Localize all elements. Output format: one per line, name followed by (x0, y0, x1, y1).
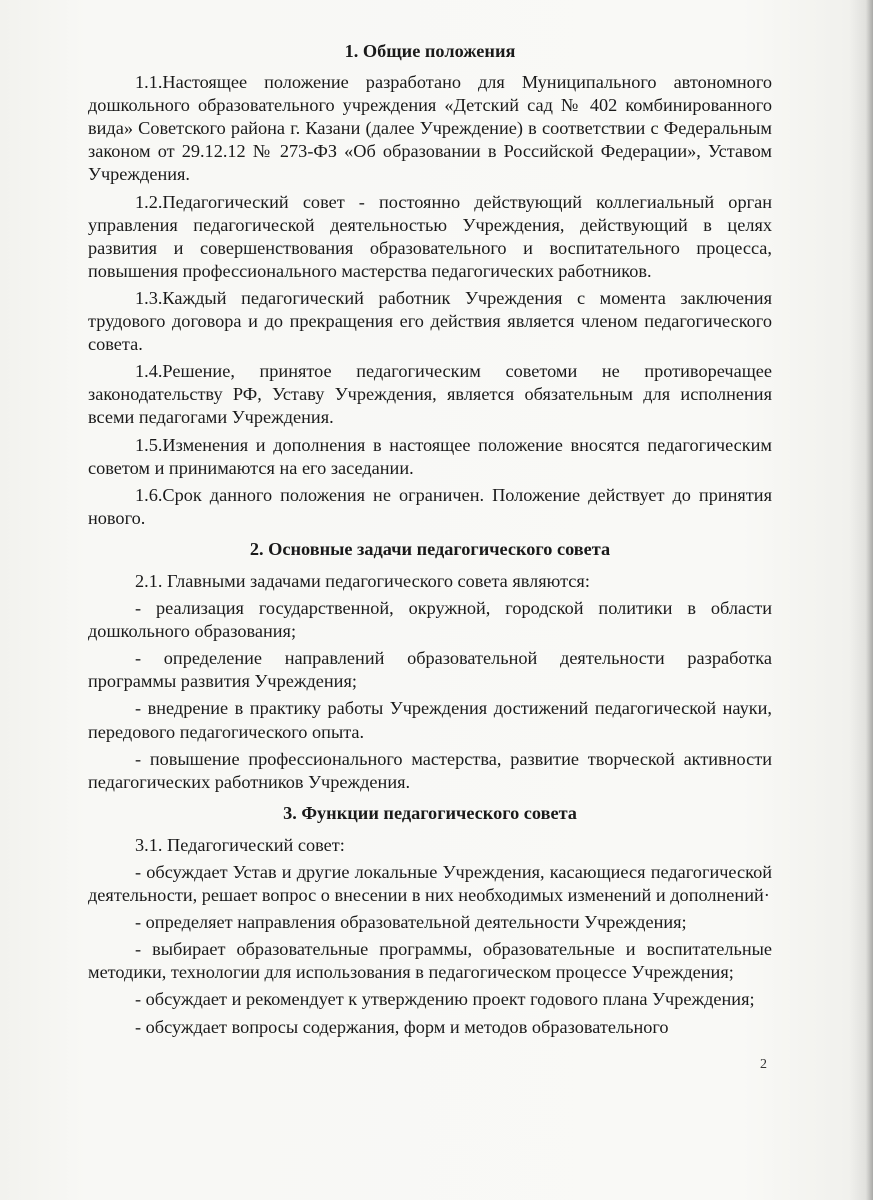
paragraph: 1.6.Срок данного положения не ограничен. Положение действует до принятия нового. (88, 484, 772, 528)
paragraph: 1.4.Решение, принятое педагогическим советоми не противоречащее законодательству РФ, Уставу Учреждения, является обязательным для исполнения всеми педагогами Учреждения. (88, 361, 772, 428)
paragraph: - обсуждает вопросы содержания, форм и методов образовательного (135, 1016, 669, 1037)
paragraph: 3.1. Педагогический совет: (135, 834, 345, 855)
section-main-tasks (88, 538, 772, 794)
section-title: 2. Основные задачи педагогического совета (249, 538, 611, 559)
scan-edge-shadow (849, 0, 873, 1200)
paragraph: 1.2.Педагогический совет - постоянно действующий коллегиальный орган управления педагогической деятельностью Учреждения, действующий в целях развития и совершенствования образовательного и воспитательного процесса, повышения профессионального мастерства педагогических работников. (88, 191, 772, 281)
paragraph: 1.3.Каждый педагогический работник Учреждения с момента заключения трудового договора и до прекращения его действия является членом педагогического совета. (88, 287, 772, 355)
paragraph: 1.5.Изменения и дополнения в настоящее положение вносятся педагогическим советом и принимаются на его заседании. (88, 434, 772, 478)
page-number: 2 (760, 1057, 767, 1072)
section-title: 1. Общие положения (344, 41, 516, 61)
paragraph: - обсуждает и рекомендует к утверждению проект годового плана Учреждения; (135, 989, 755, 1010)
paragraph: - обсуждает Устав и другие локальные Учреждения, касающиеся педагогической деятельности, решает вопрос о внесении в них необходимых изменений и дополнений· (88, 862, 772, 906)
document-body (88, 40, 772, 1043)
paragraph: 1.1.Настоящее положение разработано для Муниципального автономного дошкольного образовательного учреждения «Детский сад № 402 комбинированного вида» Советского района г. Казани (далее Учреждение) в соответствии с Федеральным законом от 29.12.12 № 273-ФЗ «Об образовании в Российской Федерации», Уставом Учреждения. (88, 72, 772, 185)
paragraph: - повышение профессионального мастерства, развитие творческой активности педагогических работников Учреждения. (88, 748, 772, 792)
section-general-provisions (88, 40, 772, 530)
paragraph: - определяет направления образовательной деятельности Учреждения; (135, 912, 687, 933)
paragraph: - внедрение в практику работы Учреждения достижений педагогической науки, передового педагогического опыта. (88, 698, 772, 742)
paragraph: - определение направлений образовательной деятельности разработка программы развития Учреждения; (88, 648, 772, 692)
section-title: 3. Функции педагогического совета (283, 802, 577, 823)
paragraph: 2.1. Главными задачами педагогического совета являются: (135, 570, 590, 591)
section-functions (88, 802, 772, 1039)
paragraph: - реализация государственной, окружной, городской политики в области дошкольного образования; (88, 598, 772, 642)
paragraph: - выбирает образовательные программы, образовательные и воспитательные методики, технологии для использования в педагогическом процессе Учреждения; (88, 939, 772, 983)
